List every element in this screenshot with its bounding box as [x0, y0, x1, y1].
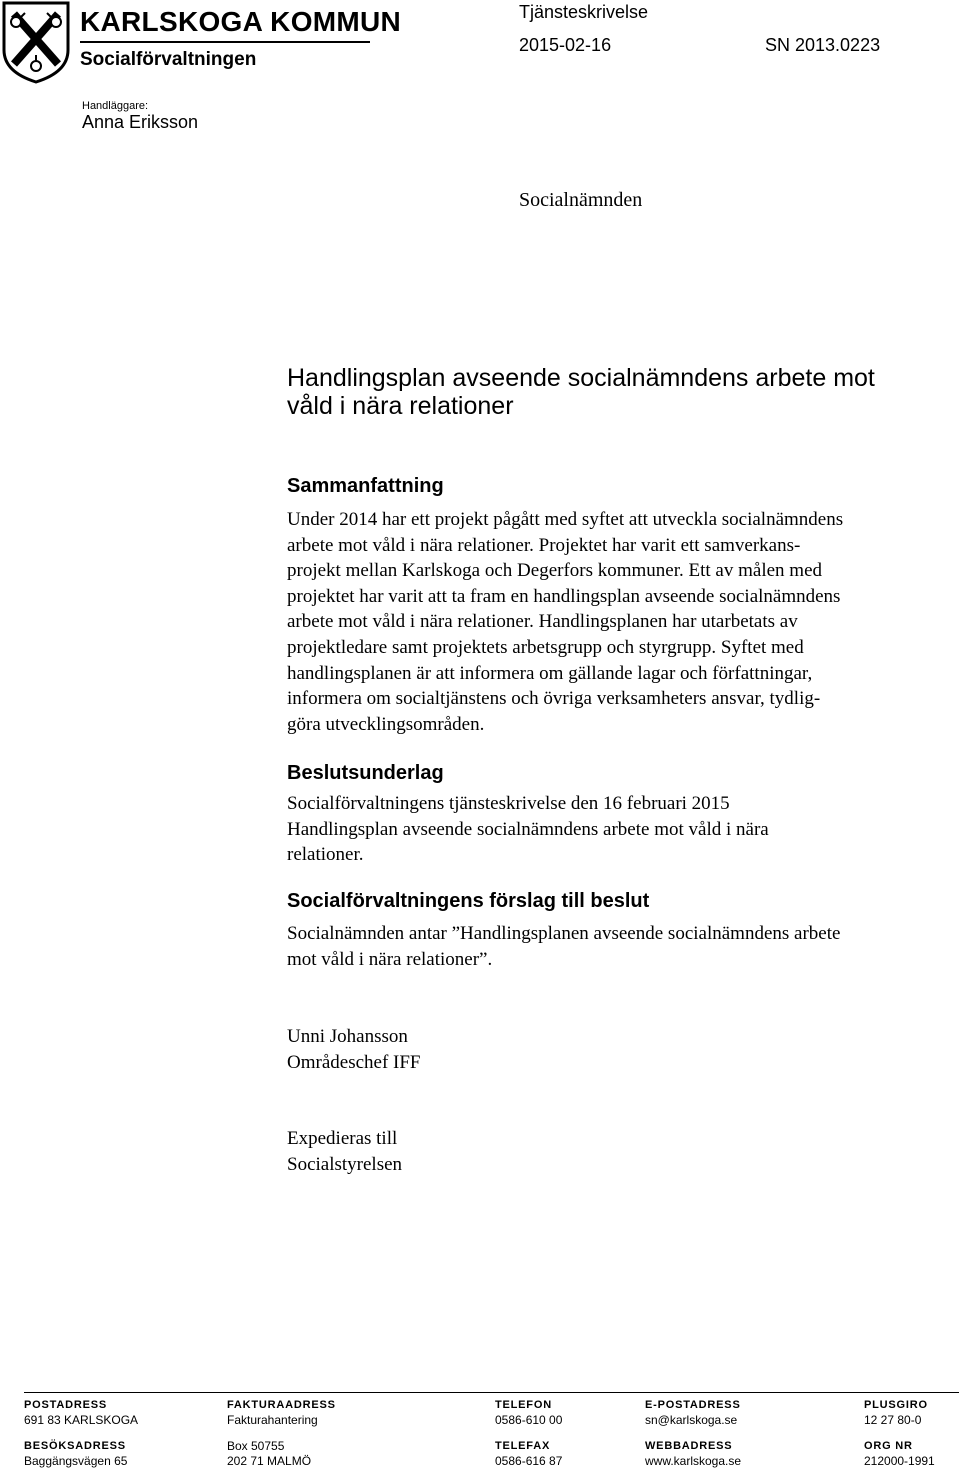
text-line: arbete mot våld i nära relationer. Handlingsplanen har utarbetats av — [287, 611, 798, 633]
basis-text — [287, 791, 957, 868]
footer-value: 0586-616 87 — [495, 1454, 563, 1468]
footer-label: BESÖKSADRESS — [24, 1440, 126, 1452]
footer-label: PLUSGIRO — [864, 1399, 928, 1411]
footer-value: 202 71 MALMÖ — [227, 1454, 312, 1468]
text-line: informera om socialtjänstens och övriga verksamheters ansvar, tydlig- — [287, 688, 821, 710]
text-line: arbete mot våld i nära relationer. Projektet har varit ett samverkans- — [287, 534, 801, 556]
recipient: Socialnämnden — [519, 189, 643, 211]
text-line: handlingsplanen är att informera om gällande lagar och författningar, — [287, 662, 813, 684]
text-line: projektet har varit att ta fram en handlingsplan avseende socialnämndens — [287, 585, 841, 607]
footer-phone — [495, 1398, 562, 1469]
footer-value: Baggängsvägen 65 — [24, 1454, 128, 1468]
footer-label: E-POSTADRESS — [645, 1399, 741, 1411]
distribution-label: Expedieras till — [287, 1128, 398, 1149]
footer-label: FAKTURAADRESS — [227, 1399, 336, 1411]
text-line: Socialnämnden antar ”Handlingsplanen avseende socialnämndens arbete — [287, 923, 841, 944]
text-line: Under 2014 har ett projekt pågått med syftet att utveckla socialnämndens — [287, 509, 844, 530]
footer-giro — [864, 1398, 935, 1469]
footer-value: 0586-610 00 — [495, 1413, 563, 1427]
footer-email — [645, 1398, 741, 1469]
text-line: projektledare samt projektets arbetsgrupp och styrgrupp. Syftet med — [287, 636, 804, 658]
document-date: 2015-02-16 — [519, 35, 612, 55]
title-line: våld i nära relationer — [287, 392, 514, 420]
signatory-role: Områdeschef IFF — [287, 1051, 421, 1073]
document-reference: SN 2013.0223 — [765, 35, 881, 55]
org-name: KARLSKOGA KOMMUN — [80, 6, 402, 37]
text-line: Socialförvaltningens tjänsteskrivelse den 16 februari 2015 — [287, 793, 730, 814]
signature-block — [287, 1024, 957, 1075]
summary-heading: Sammanfattning — [287, 475, 444, 497]
title-line: Handlingsplan avseende socialnämndens arbete mot — [287, 364, 875, 392]
document-type: Tjänsteskrivelse — [519, 2, 649, 22]
proposal-heading: Socialförvaltningens förslag till beslut — [287, 890, 650, 912]
footer-label: ORG NR — [864, 1440, 913, 1452]
footer-rule — [24, 1392, 959, 1393]
summary-text — [287, 507, 957, 737]
footer-value: 12 27 80-0 — [864, 1413, 922, 1427]
text-line: mot våld i nära relationer”. — [287, 948, 493, 970]
footer-label: WEBBADRESS — [645, 1440, 733, 1452]
footer-label: TELEFON — [495, 1399, 552, 1411]
text-line: Handlingsplan avseende socialnämndens arbete mot våld i nära — [287, 818, 769, 840]
footer-postal — [24, 1398, 138, 1469]
handler-label: Handläggare: — [82, 100, 149, 112]
footer-email-link[interactable]: sn@karlskoga.se — [645, 1413, 738, 1427]
header-rule — [80, 41, 370, 43]
distribution-recipient: Socialstyrelsen — [287, 1153, 403, 1175]
footer-value: 691 83 KARLSKOGA — [24, 1413, 139, 1427]
footer-invoice — [227, 1398, 336, 1469]
footer-label: POSTADRESS — [24, 1399, 107, 1411]
text-line: projekt mellan Karlskoga och Degerfors kommuner. Ett av målen med — [287, 560, 823, 582]
handler-name: Anna Eriksson — [82, 112, 199, 132]
signatory-name: Unni Johansson — [287, 1026, 408, 1047]
footer-value: Box 50755 — [227, 1439, 285, 1453]
footer-value: Fakturahantering — [227, 1413, 318, 1427]
proposal-text — [287, 921, 957, 972]
text-line: relationer. — [287, 844, 364, 866]
footer-value: 212000-1991 — [864, 1454, 935, 1468]
footer-label: TELEFAX — [495, 1440, 551, 1452]
distribution-block — [287, 1126, 957, 1177]
text-line: göra utvecklingsområden. — [287, 713, 485, 735]
coat-of-arms-icon — [0, 0, 72, 84]
footer-web-link[interactable]: www.karlskoga.se — [645, 1454, 742, 1468]
basis-heading: Beslutsunderlag — [287, 762, 444, 784]
page-title — [287, 364, 957, 420]
department-name: Socialförvaltningen — [80, 49, 257, 70]
